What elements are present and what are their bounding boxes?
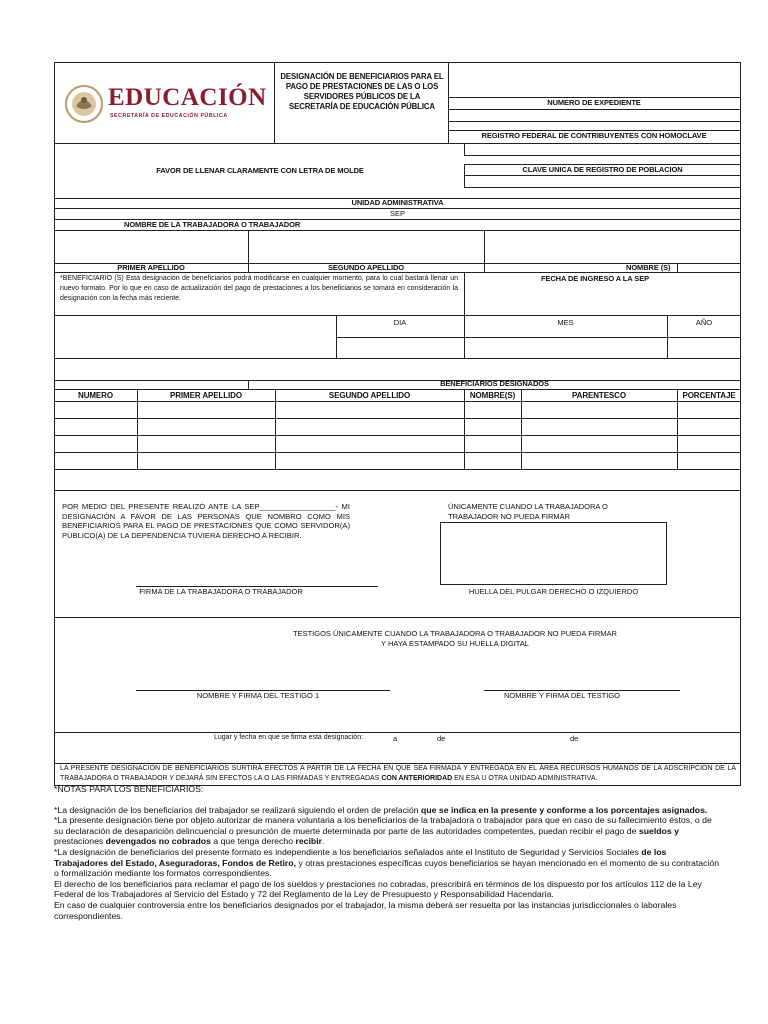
table-row[interactable] [54,452,741,453]
effect-text-c: EN ESA U OTRA UNIDAD ADMINISTRATIVA. [452,775,598,782]
divider [54,617,741,618]
beneficiaries-title: BENEFICIARIOS DESIGNADOS [440,379,549,388]
nombre-label: NOMBRE (S) [626,263,671,272]
note-5: En caso de cualquier controversia entre los beneficiarios designados por el trabajador, la misma deberá ser resuelta por las instancias jurisdiccionales o laborales correspondientes. [54,899,677,921]
divider [137,389,138,469]
divider [464,143,465,155]
divider [54,143,741,144]
table-row[interactable] [54,435,741,436]
divider [448,109,741,110]
divider [54,358,741,359]
divider [464,389,465,469]
notes-heading: *NOTAS PARA LOS BENEFICIARIOS: [54,784,204,794]
col-numero: NUMERO [78,391,113,400]
rfc-label: REGISTRO FEDERAL DE CONTRIBUYENTES CON HOMOCLAVE [481,131,707,140]
note-3: *La designación de beneficiarios del presente formato es independiente a los beneficiarios señalados ante el Instituto de Seguridad y Servicios Sociales de los Trabajadores del Estado, Aseguradoras, Fondos de Retiro, y otras prestaciones específicas cuyos beneficiarios se hayan mencionado en el momento de su contratación o formalización mediante los formatos correspondientes. [54,846,720,879]
note-4: El derecho de los beneficiarios para reclamar el pago de los sueldos y prestaciones no cobradas, prescribirá en términos de los dispuesto por los artículos 112 de la Ley Federal de los Trabajadores al Servicio del Estado y 72 del Reglamento de la Ley de Presupuesto y Responsabilidad Hacendaria. [54,878,702,900]
anio-label: AÑO [695,318,713,327]
nombre-section-label: NOMBRE DE LA TRABAJADORA O TRABAJADOR [124,220,301,229]
divider [677,263,678,272]
beneficiario-note: *BENEFICIARIO (S) Esta designación de beneficiarios podrá modificarse en cualquier momento, para lo cual bastará llenar un nuevo formato. Por lo que en caso de actualización del pago de prestaciones a los beneficiarios se tomará en consideración la designación con la fecha más reciente. [60,275,458,302]
effect-text [60,764,736,784]
witness1-label: NOMBRE Y FIRMA DEL TESTIGO 1 [196,691,320,700]
unidad-value: SEP [389,209,405,218]
place-date-label: Lugar y fecha en que se firma esta designación: [214,734,364,741]
divider [54,401,741,402]
col-primer-apellido: PRIMER APELLIDO [170,391,242,400]
coat-of-arms-icon [64,84,104,124]
col-segundo-apellido: SEGUNDO APELLIDO [328,391,411,400]
primer-apellido-label: PRIMER APELLIDO [117,263,185,272]
huella-label: HUELLA DEL PULGAR DERECHO O IZQUIERDO [468,587,639,596]
firma-label: FIRMA DE LA TRABAJADORA O TRABAJADOR [139,587,303,596]
segundo-apellido-label: SEGUNDO APELLIDO [327,263,405,272]
place-date-de2: de [570,734,579,743]
divider [54,272,741,273]
divider [677,389,678,469]
witnesses-title: TESTIGOS ÚNICAMENTE CUANDO LA TRABAJADORA O TRABAJADOR NO PUEDA FIRMAR Y HAYA ESTAMPADO SU HUELLA DIGITAL [293,629,617,648]
declaration-text: POR MEDIO DEL PRESENTE REALIZÓ ANTE LA SEP__________________- MI DESIGNACIÓN A FAVOR DE LAS PERSONAS QUE NOMBRO COMO MIS BENEFICIARIOS PARA EL PAGO DE PRESTACIONES QUE COMO SERVIDOR(A) PÚBLICO(A) DE LA DEPENDENCIA TUVIERA DERECHO A RECIBIR. [62,502,350,540]
divider [275,389,276,469]
divider [54,230,741,231]
divider [521,389,522,469]
divider [464,155,741,156]
divider [464,175,741,176]
logo-subtitle: SECRETARÍA DE EDUCACIÓN PÚBLICA [110,113,228,119]
place-date-de1: de [437,734,446,743]
divider [274,62,275,144]
divider [54,732,741,733]
instruction-text: FAVOR DE LLENAR CLARAMENTE CON LETRA DE MOLDE [156,166,364,175]
notes-section [54,784,722,921]
divider [54,389,741,390]
logo-title: EDUCACIÓN [108,84,267,111]
col-parentesco: PARENTESCO [572,391,626,400]
note-1: *La designación de los beneficiarios del trabajador se realizará siguiendo el orden de prelación que se indica en la presente y conforme a los porcentajes asignados. [54,804,708,815]
place-date-a: a [393,734,398,743]
expediente-label: NUMERO DE EXPEDIENTE [547,98,641,107]
fingerprint-box[interactable] [440,522,667,585]
divider [448,121,741,122]
dia-label: DIA [393,318,407,327]
table-row[interactable] [54,469,741,470]
divider [484,230,485,272]
effect-text-a: LA PRESENTE DESIGNACIÓN DE BENEFICIARIOS SURTIRÁ EFECTOS A PARTIR DE LA FECHA EN QUE SEA FIRMADA Y ENTREGADA EN EL ÁREA RECURSOS HUMANOS DE LA ADSCRIPCIÓN DE LA TRABAJADORA O TRABAJADOR Y DEJARÁ SIN EFECTOS LA O LAS FIRMADAS Y ENTREGADAS [60,765,736,782]
table-row[interactable] [54,418,741,419]
witness2-label: NOMBRE Y FIRMA DEL TESTIGO [504,691,620,700]
col-porcentaje: PORCENTAJE [682,391,736,400]
huella-note: ÚNICAMENTE CUANDO LA TRABAJADORA O TRABAJADOR NO PUEDA FIRMAR [448,502,608,521]
divider [336,337,741,338]
form-title: DESIGNACIÓN DE BENEFICIARIOS PARA EL PAGO DE PRESTACIONES DE LAS O LOS SERVIDORES PÚBLICOS DE LA SECRETARÍA DE EDUCACIÓN PÚBLICA [280,72,444,111]
fecha-ingreso-label: FECHA DE INGRESO A LA SEP [540,274,650,283]
note-2: *La presente designación tiene por objeto autorizar de manera voluntaria a los beneficiarios de la trabajadora o trabajador para que en caso de su fallecimiento éstos, o de su declaración de desaparición delincuencial o presunción de muerte determinada por parte de las autoridades competentes, puedan recibir el pago de sueldos y prestaciones devengados no cobrados a que tenga derecho recibir. [54,815,712,847]
divider [54,490,741,491]
divider [54,315,741,316]
unidad-label: UNIDAD ADMINISTRATIVA [351,198,444,207]
effect-text-bold: CON ANTERIORIDAD [381,775,453,782]
col-nombres: NOMBRE(S) [469,391,516,400]
divider [248,380,249,389]
curp-label: CLAVE UNICA DE REGISTRO DE POBLACION [522,165,683,174]
mes-label: MES [557,318,574,327]
